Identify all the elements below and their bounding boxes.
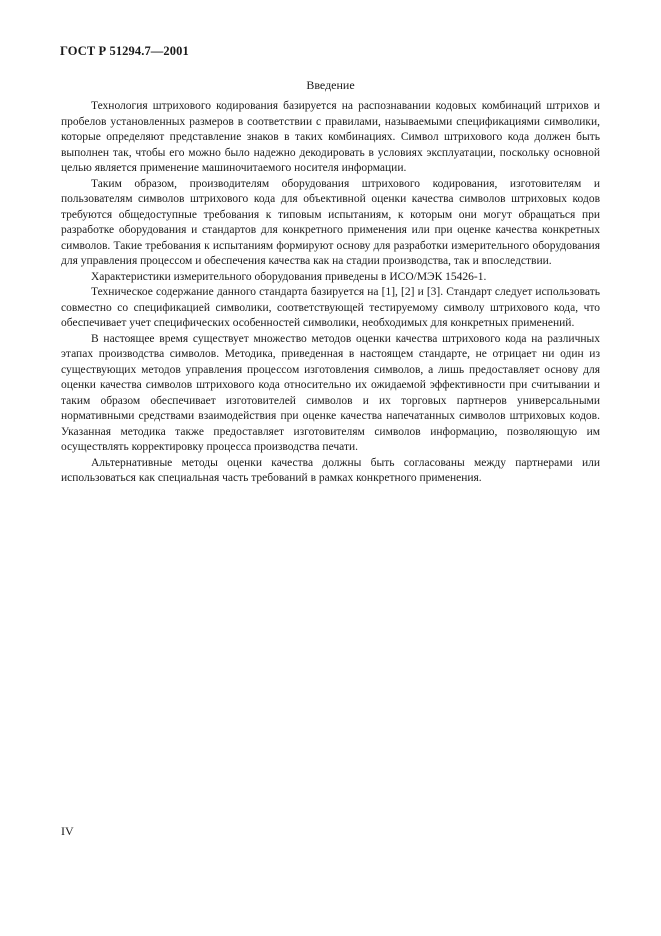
introduction-body (61, 99, 600, 487)
paragraph: Технология штрихового кодирования базируется на распознавании кодовых комбинаций штрихов и пробелов установленных размеров в соответствии с правилами, называемыми спецификациями символики, которые определяют представление знаков в таких комбинациях. Символ штрихового кода должен быть выполнен так, чтобы его можно было надежно декодировать в условиях эксплуатации, поскольку основной целью является применение машиночитаемого носителя информации. (61, 100, 600, 174)
paragraph: В настоящее время существует множество методов оценки качества штрихового кода на различных этапах производства символов. Методика, приведенная в настоящем стандарте, не отрицает ни один из существующих методов управления процессом изготовления символов, а лишь предоставляет основу для оценки качества символов штрихового кода относительно их ожидаемой эффективности при считывании и таким образом обеспечивает изготовителей символов и их торговых партнеров универсальными нормативными средствами взаимодействия при оценке качества напечатанных символов штриховых кодов. Указанная методика также предоставляет изготовителям символов информацию, позволяющую им осуществлять корректировку процесса производства печати. (61, 332, 600, 453)
paragraph: Таким образом, производителям оборудования штрихового кодирования, изготовителям и пользователям символов штрихового кода для объективной оценки качества символов штриховых кодов требуются общедоступные требования к типовым испытаниям, к которым они могут обращаться при разработке оборудования и стандартов для конкретного применения или при оценке качества конкретных символов. Такие требования к испытаниям формируют основу для разработки измерительного оборудования для управления процессом и обеспечения качества как на стадии производства, так и впоследствии. (61, 177, 600, 267)
page-number: IV (61, 824, 74, 838)
paragraph: Альтернативные методы оценки качества должны быть согласованы между партнерами или использоваться как специальная часть требований в рамках конкретного применения. (61, 456, 600, 484)
paragraph: Техническое содержание данного стандарта базируется на [1], [2] и [3]. Стандарт следует использовать совместно со спецификацией символики, соответствующей тестируемому символу штрихового кода, что обеспечивает учет специфических особенностей символики, необходимых для конкретных применений. (61, 286, 600, 329)
section-title: Введение (306, 78, 355, 92)
paragraph: Характеристики измерительного оборудования приведены в ИСО/МЭК 15426-1. (91, 270, 487, 283)
standard-header: ГОСТ Р 51294.7—2001 (60, 44, 189, 58)
